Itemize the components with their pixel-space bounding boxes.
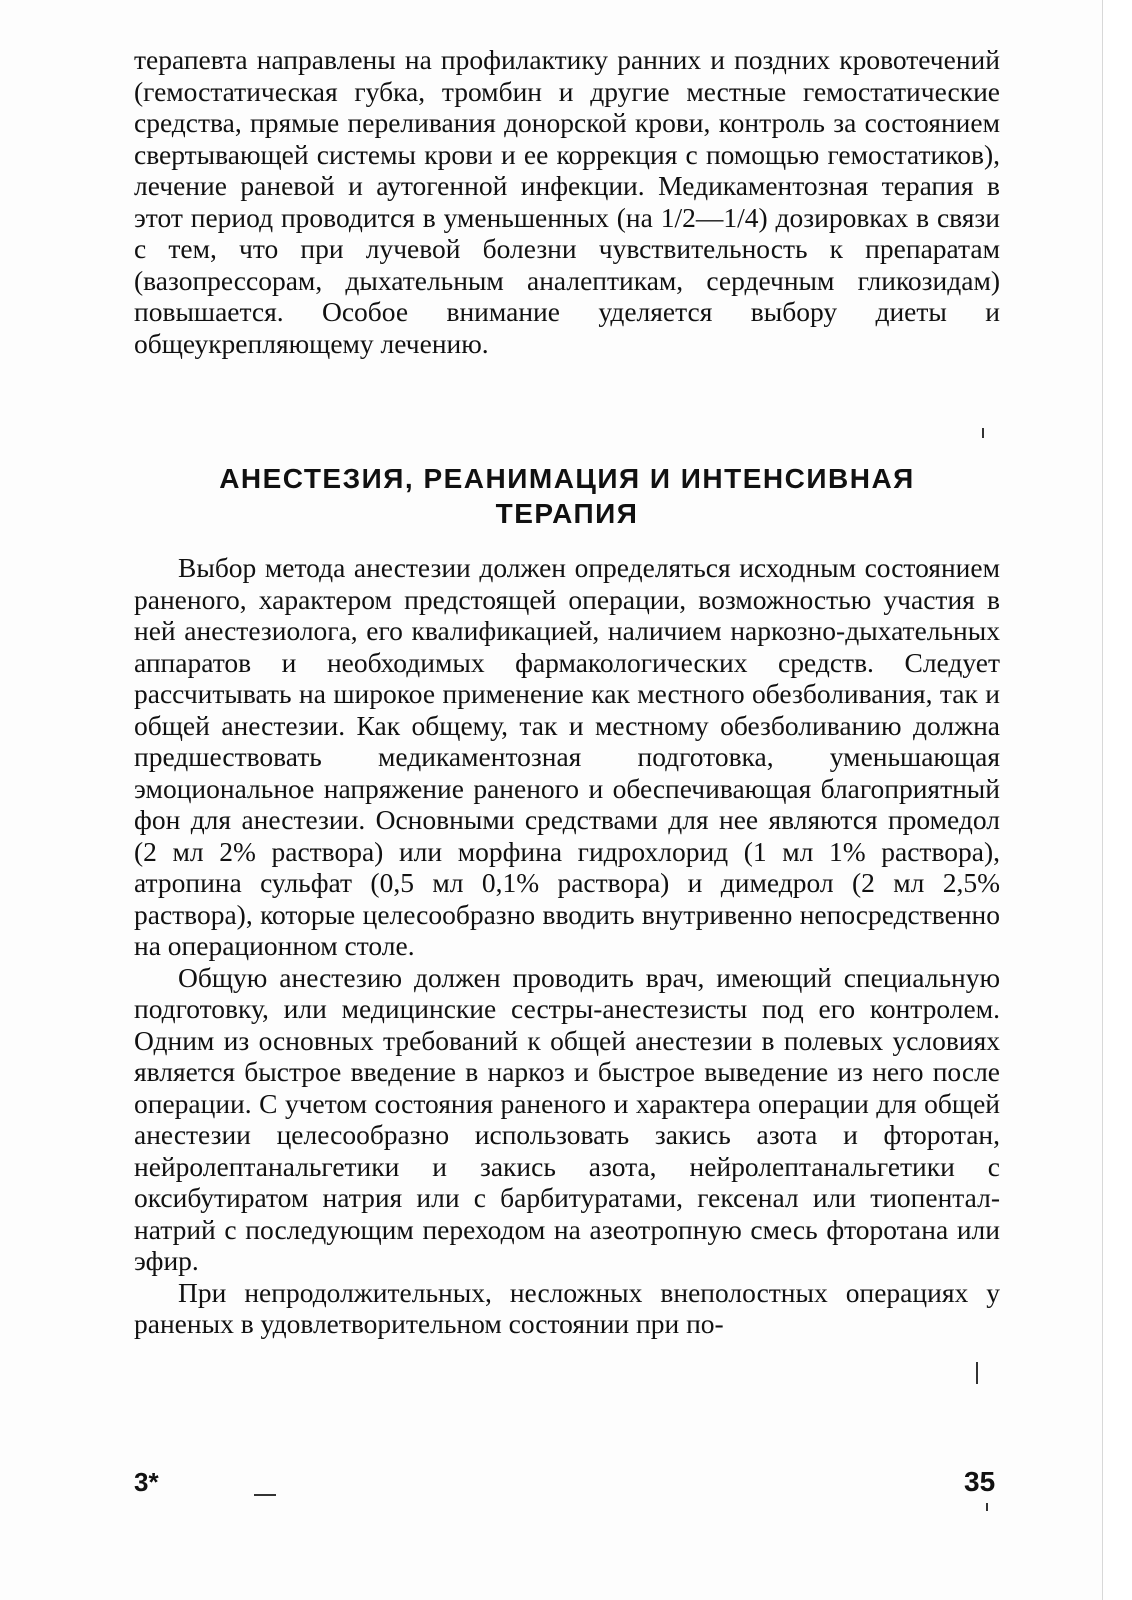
section-heading-line-1: АНЕСТЕЗИЯ, РЕАНИМАЦИЯ И ИНТЕНСИВНАЯ bbox=[219, 463, 915, 494]
section-heading bbox=[134, 461, 1000, 531]
paragraph-general-anesthesia: Общую анестезию должен проводить врач, имеющий специальную подготовку, или медицинские сестры-анестезисты под его контролем. Одним из основных требований к общей анестезии в полевых условиях является быстрое введение в наркоз и быстрое выведение из него после операции. С учетом состояния раненого и характера операции для общей анестезии целесообразно использовать закись азота и фторотан, нейролептанальгетики и закись азота, нейролептанальгетики с оксибутиратом натрия или с барбитуратами, гексенал или тиопентал-натрий с последующим переходом на азеотропную смесь фторотана или эфир. bbox=[134, 961, 1000, 1276]
paragraph-short-operations: При непродолжительных, несложных внеполостных операциях у раненых в удовлетворительном состоянии при по- bbox=[134, 1276, 1000, 1339]
top-paragraph: терапевта направлены на профилактику ранних и поздних кровотечений (гемостатическая губка, тромбин и другие местные гемостатические средства, прямые переливания донорской крови, контроль за состоянием свертывающей системы крови и ее коррекция с помощью гемостатиков), лечение раневой и аутогенной инфекции. Медикаментозная терапия в этот период проводится в уменьшенных (на 1/2—1/4) дозировках в связи с тем, что при лучевой болезни чувствительность к препаратам (вазопрессорам, дыхательным аналептикам, сердечным гликозидам) повышается. Особое внимание уделяется выбору диеты и общеукрепляющему лечению. bbox=[134, 44, 1000, 359]
paragraph-anesthesia-choice: Выбор метода анестезии должен определяться исходным состоянием раненого, характером предстоящей операции, возможностью участия в ней анестезиолога, его квалификацией, наличием наркозно-дыхательных аппаратов и необходимых фармакологических средств. Следует рассчитывать на широкое применение как местного обезболивания, так и общей анестезии. Как общему, так и местному обезболиванию должна предшествовать медикаментозная подготовка, уменьшающая эмоциональное напряжение раненого и обеспечивающая благоприятный фон для анестезии. Основными средствами для нее являются промедол (2 мл 2% раствора) или морфина гидрохлорид (1 мл 1% раствора), атропина сульфат (0,5 мл 0,1% раствора) и димедрол (2 мл 2,5% раствора), которые целесообразно вводить внутривенно непосредственно на операционном столе. bbox=[134, 552, 1000, 961]
scan-speck bbox=[982, 428, 984, 438]
section-heading-line-2: ТЕРАПИЯ bbox=[495, 498, 639, 529]
page-number: 35 bbox=[964, 1466, 996, 1497]
main-text-block bbox=[134, 552, 1000, 1340]
scan-speck bbox=[254, 1494, 276, 1496]
top-text-block bbox=[134, 44, 1000, 359]
printer-signature: 3* bbox=[134, 1467, 159, 1497]
scan-speck bbox=[986, 1503, 988, 1511]
scan-speck bbox=[976, 1362, 978, 1384]
